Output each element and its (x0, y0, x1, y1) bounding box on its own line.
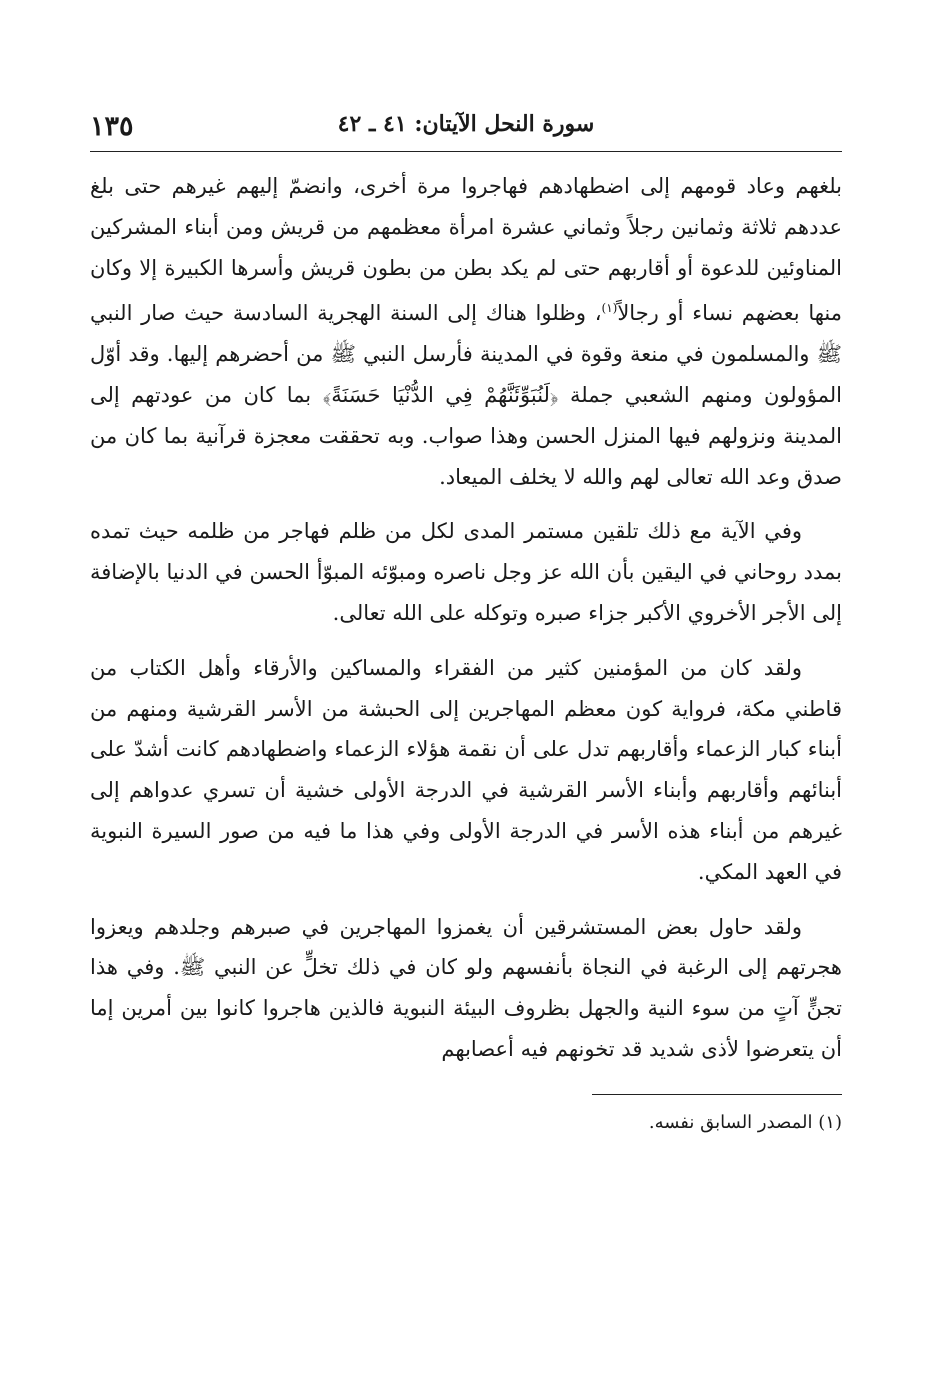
paragraph-1-text-a: بلغهم وعاد قومهم إلى اضطهادهم فهاجروا مرة أخرى، وانضمّ إليهم غيرهم حتى بلغ عددهم ثلاثة وثمانين رجلاً وثماني عشرة امرأة معظمهم من قريش ومن أبناء المشركين المناوئين للدعوة أو أقاربهم حتى لم يكد بطن من بطون قريش وأسرها الكبيرة إلا وكان منها بعضهم نساء أو رجالاً (90, 174, 843, 326)
paragraph-2: وفي الآية مع ذلك تلقين مستمر المدى لكل من ظلم فهاجر من ظلمه حيث تمده بمدد روحاني في اليقين بأن الله عز وجل ناصره ومبوّئه المبوّأ الحسن في الدنيا بالإضافة إلى الأجر الأخروي الأكبر جزاء صبره وتوكله على الله تعالى. (90, 519, 842, 625)
footnote-reference[interactable]: (١) (601, 301, 618, 316)
paragraph-1-text-b: ، وظلوا هناك إلى السنة الهجرية السادسة حيث صار النبي ﷺ والمسلمون في منعة وقوة في المدينة فأرسل النبي ﷺ من أحضرهم إليها. وقد أوّل المؤولون ومنهم الشعبي جملة ﴿لَنُبَوِّئَنَّهُمْ فِي الدُّنْيَا حَسَنَةً﴾ بما كان من عودتهم إلى المدينة ونزولهم فيها المنزل الحسن وهذا صواب. وبه تحققت معجزة قرآنية بما كان من صدق وعد الله تعالى لهم والله لا يخلف الميعاد. (90, 301, 842, 489)
footnote: (١) المصدر السابق نفسه. (648, 1111, 842, 1133)
paragraph-4: ولقد حاول بعض المستشرقين أن يغمزوا المهاجرين في صبرهم وجلدهم ويعزوا هجرتهم إلى الرغبة في النجاة بأنفسهم ولو كان في ذلك تخلٍّ عن النبي ﷺ. وفي هذا تجنٍّ آتٍ من سوء النية والجهل بظروف البيئة النبوية فالذين هاجروا كانوا بين أمرين إما أن يتعرضوا لأذى شديد قد تخونهم فيه أعصابهم (90, 914, 842, 1061)
paragraph-1 (90, 166, 842, 497)
page-number: ١٣٥ (90, 111, 134, 142)
running-title: سورة النحل الآيتان: ٤١ ـ ٤٢ (337, 111, 595, 137)
running-header (90, 105, 842, 145)
paragraph-3: ولقد كان من المؤمنين كثير من الفقراء والمساكين والأرقاء وأهل الكتاب من قاطني مكة، فرواية كون معظم المهاجرين إلى الحبشة من الأسر القرشية ومنهم من أبناء كبار الزعماء وأقاربهم تدل على أن نقمة هؤلاء الزعماء واضطهادهم كانت أشدّ على أبنائهم وأقاربهم وأبناء الأسر القرشية في الدرجة الأولى خشية أن تسري عدواهم إلى غيرهم من أبناء هذه الأسر في الدرجة الأولى وفي هذا ما فيه من صور السيرة النبوية في العهد المكي. (90, 655, 842, 884)
header-rule (90, 151, 842, 152)
book-page (90, 105, 842, 1137)
body-text (90, 166, 842, 1070)
footnote-rule (592, 1094, 842, 1095)
